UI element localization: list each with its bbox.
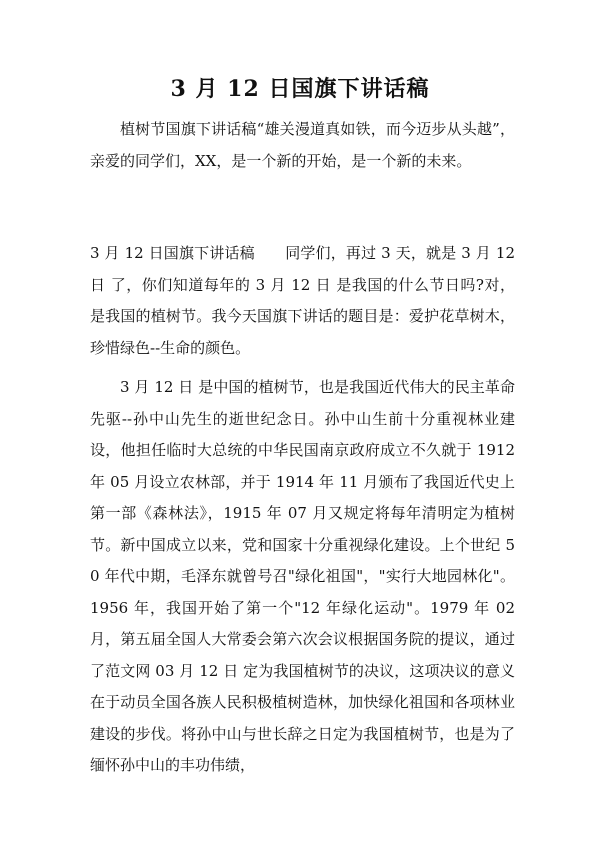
paragraph-history: 3 月 12 日 是中国的植树节，也是我国近代伟大的民主革命先驱--孙中山先生的逝世纪念日。孙中山生前十分重视林业建设，他担任临时大总统的中华民国南京政府成立不久就于 1912 年 05 月设立农林部，并于 1914 年 11 月颁布了我国近代史上第一部《森林法》，1915 年 07 月又规定将每年清明定为植树节。新中国成立以来，党和国家十分重视绿化建设。上个世纪 50 年代中期，毛泽东就曾号召"绿化祖国"，"实行大地园林化"。1956 年，我国开始了第一个"12 年绿化运动"。1979 年 02 月，第五届全国人大常委会第六次会议根据国务院的提议，通过了范文网 03 月 12 日 定为我国植树节的决议，这项决议的意义在于动员全国各族人民积极植树造林，加快绿化祖国和各项林业建设的步伐。将孙中山与世长辞之日定为我国植树节，也是为了缅怀孙中山的丰功伟绩， (90, 378, 515, 774)
paragraph-opening: 3 月 12 日国旗下讲话稿 同学们，再过 3 天，就是 3 月 12 日 了，你们知道每年的 3 月 12 日 是我国的什么节日吗?对，是我国的植树节。我今天国旗下讲话的题目是：爱护花草树木，珍惜绿色--生命的颜色。 (90, 244, 515, 357)
paragraph-intro: 植树节国旗下讲话稿“雄关漫道真如铁，而今迈步从头越”，亲爱的同学们，XX，是一个新的开始，是一个新的未来。 (90, 120, 515, 170)
page-title: 3 月 12 日国旗下讲话稿 (170, 76, 430, 102)
